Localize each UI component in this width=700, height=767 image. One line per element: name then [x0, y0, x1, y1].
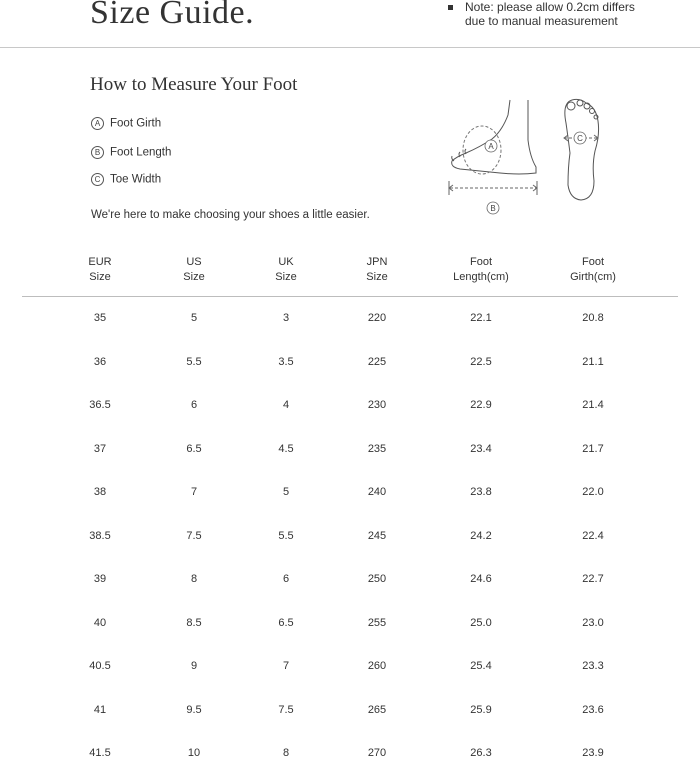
cell-foot-girth: 23.3 [582, 660, 604, 672]
legend-item-toe-width [91, 173, 161, 186]
cell-eur-size: 35 [93, 312, 107, 324]
cell-foot-length: 22.5 [470, 355, 492, 368]
cell-jpn-size: 260 [367, 660, 387, 672]
cell-us-size: 5 [190, 312, 198, 324]
cell-us-size: 9.5 [186, 703, 202, 716]
mark-c: C [577, 134, 583, 143]
cell-uk-size: 4.5 [278, 442, 294, 455]
cell-jpn-size: 270 [367, 747, 387, 759]
cell-us-size: 10 [187, 747, 201, 759]
cell-foot-girth: 23.6 [582, 703, 604, 716]
table-row [0, 704, 700, 724]
cell-foot-girth: 22.4 [582, 529, 604, 542]
cell-eur-size: 40.5 [89, 660, 111, 672]
foot-diagram [440, 95, 610, 220]
cell-eur-size: 38.5 [89, 529, 111, 542]
cell-foot-girth: 23.9 [582, 747, 604, 759]
cell-uk-size: 7.5 [278, 703, 294, 716]
header-jpn-size: JPN Size [366, 256, 388, 283]
cell-jpn-size: 235 [367, 442, 387, 455]
header-foot-length: Foot Length(cm) [453, 256, 509, 283]
cell-jpn-size: 220 [367, 312, 387, 324]
cell-jpn-size: 265 [367, 703, 387, 716]
cell-foot-length: 24.6 [470, 573, 492, 585]
circle-a-icon: A [91, 117, 104, 130]
cell-jpn-size: 245 [367, 529, 387, 542]
cell-foot-girth: 22.0 [582, 486, 604, 498]
cell-foot-length: 23.4 [470, 442, 492, 455]
cell-us-size: 8 [190, 573, 198, 585]
legend-item-foot-girth [91, 117, 161, 130]
cell-us-size: 7.5 [186, 529, 202, 542]
cell-eur-size: 40 [93, 616, 107, 629]
cell-uk-size: 6.5 [278, 616, 294, 629]
table-row [0, 312, 700, 332]
cell-eur-size: 41.5 [89, 747, 111, 759]
tagline: We're here to make choosing your shoes a little easier. [91, 209, 370, 221]
header-eur-size: EUR Size [88, 256, 112, 283]
cell-us-size: 5.5 [186, 355, 202, 368]
cell-jpn-size: 225 [367, 355, 387, 368]
note-line-2: due to manual measurement [465, 14, 618, 28]
circle-b-icon: B [91, 146, 104, 159]
table-row [0, 399, 700, 419]
cell-us-size: 6.5 [186, 442, 202, 455]
cell-uk-size: 3.5 [278, 355, 294, 368]
cell-foot-girth: 20.8 [582, 312, 604, 324]
table-row [0, 530, 700, 550]
table-row [0, 660, 700, 680]
cell-foot-length: 22.1 [470, 312, 492, 324]
header-us-size: US Size [183, 256, 205, 283]
table-row [0, 486, 700, 506]
cell-jpn-size: 240 [367, 486, 387, 498]
cell-uk-size: 3 [282, 312, 290, 324]
mark-a: A [488, 142, 494, 151]
cell-foot-girth: 21.7 [582, 442, 604, 455]
cell-eur-size: 38 [93, 486, 107, 498]
header-foot-girth: Foot Girth(cm) [570, 256, 616, 283]
page-title: Size Guide. [90, 0, 255, 31]
cell-us-size: 6 [190, 399, 198, 411]
cell-foot-girth: 21.1 [582, 355, 604, 368]
mark-b: B [490, 204, 496, 213]
cell-eur-size: 37 [93, 442, 107, 455]
cell-eur-size: 36 [93, 355, 107, 368]
legend-label: Foot Length [110, 146, 172, 159]
table-row [0, 617, 700, 637]
table-row [0, 443, 700, 463]
cell-uk-size: 4 [282, 399, 290, 411]
bullet-icon [448, 5, 453, 10]
table-row [0, 356, 700, 376]
section-heading: How to Measure Your Foot [90, 74, 298, 95]
table-row [0, 747, 700, 767]
cell-jpn-size: 250 [367, 573, 387, 585]
legend-label: Foot Girth [110, 117, 162, 130]
cell-us-size: 9 [190, 660, 198, 672]
cell-foot-length: 24.2 [470, 529, 492, 542]
table-divider [22, 296, 678, 297]
cell-uk-size: 6 [282, 573, 290, 585]
size-table-header [0, 255, 700, 289]
cell-foot-length: 23.8 [470, 486, 492, 498]
cell-eur-size: 41 [93, 703, 107, 716]
foot-sole-view-icon [565, 99, 599, 200]
cell-uk-size: 5.5 [278, 529, 294, 542]
cell-jpn-size: 230 [367, 399, 387, 411]
cell-foot-girth: 22.7 [582, 573, 604, 585]
foot-side-view-icon [452, 100, 536, 174]
cell-foot-length: 26.3 [470, 747, 492, 759]
header-uk-size: UK Size [275, 256, 297, 283]
legend-label: Toe Width [110, 173, 162, 186]
cell-uk-size: 7 [282, 660, 290, 672]
cell-foot-girth: 23.0 [582, 616, 604, 629]
circle-c-icon: C [91, 173, 104, 186]
cell-uk-size: 8 [282, 747, 290, 759]
cell-foot-length: 22.9 [470, 399, 492, 411]
cell-foot-length: 25.9 [470, 703, 492, 716]
cell-foot-length: 25.4 [470, 660, 492, 672]
cell-us-size: 8.5 [186, 616, 202, 629]
cell-uk-size: 5 [282, 486, 290, 498]
legend-item-foot-length [91, 146, 171, 159]
header-divider [0, 47, 700, 48]
cell-jpn-size: 255 [367, 616, 387, 629]
cell-foot-length: 25.0 [470, 616, 492, 629]
cell-eur-size: 39 [93, 573, 107, 585]
table-row [0, 573, 700, 593]
cell-foot-girth: 21.4 [582, 399, 604, 411]
cell-eur-size: 36.5 [89, 399, 111, 411]
cell-us-size: 7 [190, 486, 198, 498]
note-line-1: Note: please allow 0.2cm differs [465, 0, 635, 14]
